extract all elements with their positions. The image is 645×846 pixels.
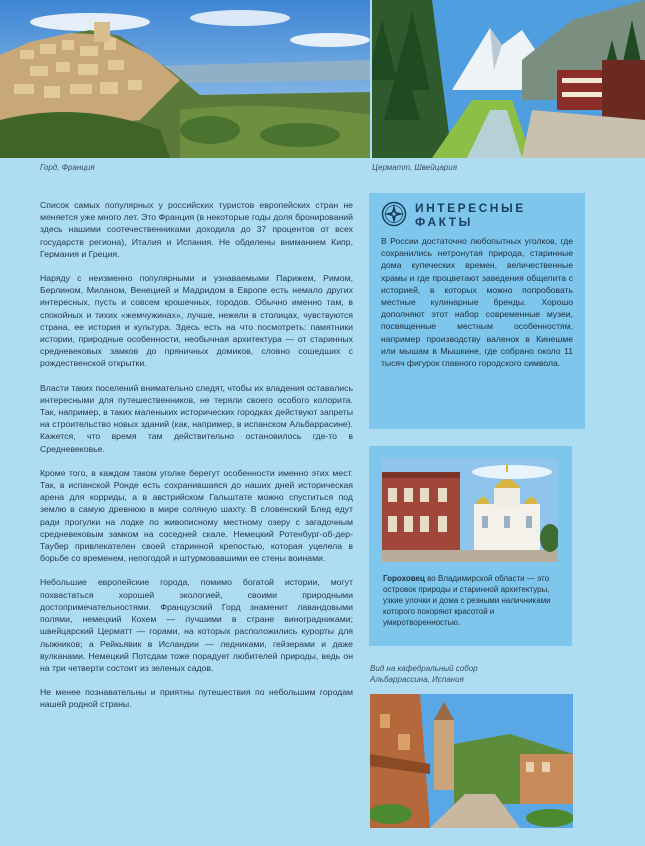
compass-icon [381,201,407,227]
albarracin-photo [370,694,573,828]
article-paragraph: Не менее познавательны и приятны путешествия по небольшим городам нашей родной страны. [40,687,353,710]
zermatt-caption: Церматт, Швейцария [372,163,457,172]
article-paragraph: Небольшие европейские города, помимо богатой истории, могут похвастаться хорошей экологией, своими природными достопримечательностями. Французский Горд знаменит лавандовыми полями, немецкий Кохем — лучшими в стране виноградниками; швейцарский Церматт — горами, на которых расположились курорты для лыжников; а Рейкьявик в Исландии — ледниками, гейзерами и даже вулканами. Немецкий Потсдам тоже порадует любителей природы, ведь он на три четверти состоит из зеленых садов. [40,577,353,673]
gordes-caption: Горд, Франция [40,163,95,172]
gorokhovets-description: во Владимирской области — это островок природы и старинной архитектуры, узкие улочки и дома с резными наличниками которого покоряют красотой и умиротворенностью. [383,574,551,627]
gorokhovets-text [383,573,563,628]
albarracin-caption: Вид на кафедральный собор Альбаррассина, Испания [370,664,478,684]
facts-text: В России достаточно любопытных уголков, где сохранились нетронутая природа, старинные дома купеческих времен, величественные храмы и где процветают заведения общепита с историей, в которых можно попробовать местные кулинарные бренды. Хорошо дополняют этот набор современные музеи, посвященные местным особенностям, например производству валенок в Кинешме или мышам в Мышкине, где собрано около 11 тысяч фигурок главного городского символа. [381,236,573,369]
gorokhovets-photo [382,458,558,562]
zermatt-photo [372,0,645,158]
article-body [40,199,353,723]
article-paragraph: Кроме того, в каждом таком уголке берегут особенности именно этих мест. Так, в испанской Ронде есть сохранившаяся до наших дней историческая арена для корриды, а в австрийском Гальштате можно спуститься под землю в самую древнюю в мире соляную шахту. В словенский Блед едут ради прогулки на лодке по живописному местному озеру с загадочным средневековым замком на соседней скале. Немецкий Ротенбург-об-дер-Таубер привлекателен своей старинной крепостью, которая уцелела в борьбе со временем, непогодой и штурмовавшими ее стены воинами. [40,467,353,564]
gordes-photo [0,0,370,158]
article-paragraph: Власти таких поселений внимательно следят, чтобы их владения оставались интересными для путешественников, не теряли своего особого колорита. Так, например, в таких маленьких исторических городках действуют запреты на строительство новых зданий (как, например, в испанском Альбаррасине). Кажется, что время там действительно остановилось где-то в Средневековье. [40,382,353,454]
article-paragraph: Список самых популярных у российских туристов европейских стран не меняется уже много лет. Это Франция (в некоторые годы доля бронирований здесь нашими соотечественниками доходила до 37 процентов от всех государств региона), Италия и Испания. Не обделены вниманием Кипр, Германия и Греция. [40,200,353,259]
gorokhovets-name: Гороховец [383,574,425,583]
facts-title: ИНТЕРЕСНЫЕ ФАКТЫ [415,201,526,229]
article-paragraph: Наряду с неизменно популярными и узнаваемыми Парижем, Римом, Берлином, Миланом, Венецией и Мадридом в Европе есть немало других интересных, пусть и совсем крошечных, городов. Обычно именно там, в спокойных и тихих «жемчужинах», лучше, нежели в столицах, чувствуются страна, ее история и культура. Здесь есть на что посмотреть: памятники истории, природные особенности, необычная архитектура — от старинных средневековых замков до пряничных домиков, словно сошедших с рождественской открытки. [40,273,353,369]
facts-header [381,201,573,229]
facts-box [369,193,585,429]
